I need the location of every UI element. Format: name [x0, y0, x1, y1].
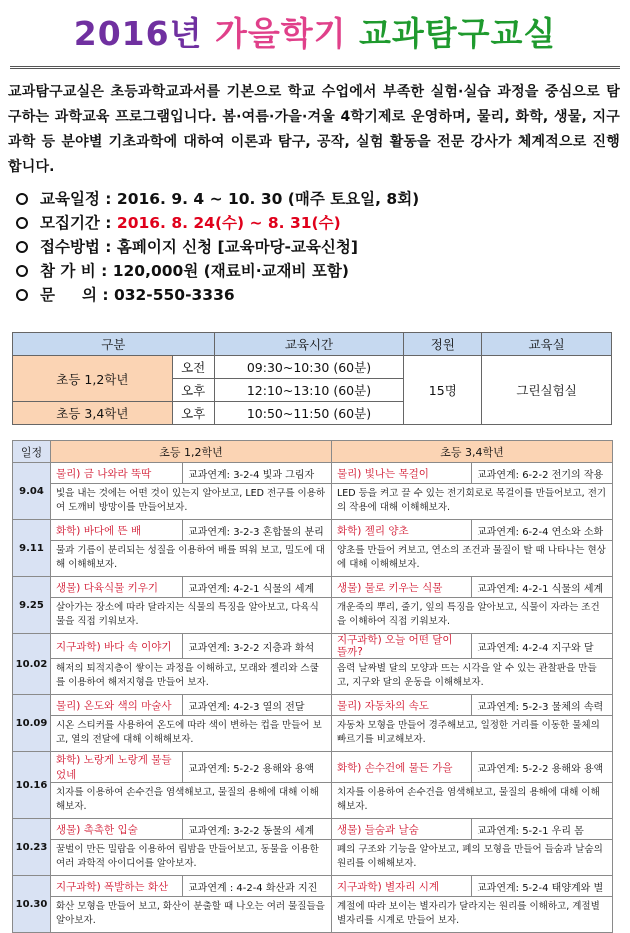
circle-bullet-icon — [16, 241, 28, 253]
date-cell: 9.25 — [13, 577, 51, 634]
link-cell: 교과연계: 6-2-4 연소와 소화 — [472, 520, 613, 541]
grade-cell: 초등 1,2학년 — [13, 356, 173, 402]
link-cell: 교과연계: 3-2-2 지층과 화석 — [183, 634, 332, 659]
desc-cell: 개운죽의 뿌리, 줄기, 잎의 특징을 알아보고, 식물이 자라는 조건을 이해하여 직접 키워보자. — [332, 598, 613, 634]
info-value: 2016. 9. 4 ~ 10. 30 (매주 토요일, 8회) — [116, 190, 420, 208]
topic-cell: 지구과학) 별자리 시계 — [332, 876, 472, 897]
date-cell: 10.23 — [13, 819, 51, 876]
link-cell: 교과연계: 5-2-1 우리 몸 — [472, 819, 613, 840]
schedule-table — [12, 332, 612, 425]
topic-cell: 물리) 자동차의 속도 — [332, 695, 472, 716]
link-cell: 교과연계: 5-2-2 용해와 용액 — [183, 752, 332, 783]
curriculum-header: 초등 1,2학년 — [51, 441, 332, 463]
info-label: 교육일정 — [40, 190, 100, 208]
topic-cell: 화학) 젤리 양초 — [332, 520, 472, 541]
link-cell: 교과연계: 5-2-2 용해와 용액 — [472, 752, 613, 783]
link-cell: 교과연계: 4-2-1 식물의 세계 — [472, 577, 613, 598]
topic-cell: 물리) 온도와 색의 마술사 — [51, 695, 183, 716]
grade-cell: 초등 3,4학년 — [13, 402, 173, 425]
info-fee: 참 가 비 : 120,000원 (재료비·교재비 포함) — [16, 259, 616, 283]
session-cell: 오전 — [172, 356, 214, 379]
info-list — [16, 187, 616, 307]
date-cell: 10.16 — [13, 752, 51, 819]
desc-cell: 양초를 만들어 켜보고, 연소의 조건과 물질이 탈 때 나타나는 현상에 대해 이해해보자. — [332, 541, 613, 577]
desc-cell: 치자를 이용하여 손수건을 염색해보고, 물질의 용해에 대해 이해해보자. — [332, 783, 613, 819]
desc-cell: 계절에 따라 보이는 별자리가 달라지는 원리를 이해하고, 계절별 별자리를 시계로 만들어 보자. — [332, 897, 613, 933]
page-title — [0, 8, 630, 55]
topic-cell: 화학) 손수건에 물든 가을 — [332, 752, 472, 783]
info-recruit: 모집기간 : 2016. 8. 24(수) ~ 8. 31(수) — [16, 211, 616, 235]
topic-cell: 화학) 바다에 뜬 배 — [51, 520, 183, 541]
title-year: 2016년 — [73, 14, 203, 53]
circle-bullet-icon — [16, 265, 28, 277]
info-label: 모집기간 — [40, 214, 100, 232]
link-cell: 교과연계: 6-2-2 전기의 작용 — [472, 463, 613, 484]
desc-cell: 꿀벌이 만든 밀랍을 이용하여 립밤을 만들어보고, 동물을 이용한 여러 과학적 아이디어를 알아보자. — [51, 840, 332, 876]
schedule-header: 교육시간 — [214, 333, 404, 356]
date-cell: 10.09 — [13, 695, 51, 752]
date-cell: 9.04 — [13, 463, 51, 520]
curriculum-header: 초등 3,4학년 — [332, 441, 613, 463]
time-cell: 10:50~11:50 (60분) — [214, 402, 404, 425]
desc-cell: 해저의 퇴적지층이 쌓이는 과정을 이해하고, 모래와 젤리와 스쿨를 이용하여 해저지형을 만들어 보자. — [51, 659, 332, 695]
desc-cell: 빛을 내는 것에는 어떤 것이 있는지 알아보고, LED 전구를 이용하여 도깨비 방망이를 만들어보자. — [51, 484, 332, 520]
link-cell: 교과연계: 4-2-4 지구와 달 — [472, 634, 613, 659]
room-cell: 그린실험실 — [482, 356, 612, 425]
link-cell: 교과연계: 3-2-2 동물의 세계 — [183, 819, 332, 840]
desc-cell: 음력 날짜별 달의 모양과 뜨는 시각을 알 수 있는 관찰판을 만들고, 지구와 달의 운동을 이해해보자. — [332, 659, 613, 695]
topic-cell: 지구과학) 폭발하는 화산 — [51, 876, 183, 897]
desc-cell: 시온 스티커를 사용하여 온도에 따라 색이 변하는 컵을 만들어 보고, 열의 전달에 대해 이해해보자. — [51, 716, 332, 752]
info-label: 문 의 — [40, 286, 97, 304]
topic-cell: 물리) 빛나는 목걸이 — [332, 463, 472, 484]
info-value: 032-550-3336 — [113, 286, 235, 304]
desc-cell: 자동차 모형을 만들어 경주해보고, 일정한 거리를 이동한 물체의 빠르기를 비교해보자. — [332, 716, 613, 752]
desc-cell: 물과 기름이 분리되는 성질을 이용하여 배를 띄워 보고, 밀도에 대해 이해해보자. — [51, 541, 332, 577]
info-label: 접수방법 — [40, 238, 100, 256]
circle-bullet-icon — [16, 193, 28, 205]
date-cell: 10.30 — [13, 876, 51, 933]
topic-cell: 생물) 들숨과 날숨 — [332, 819, 472, 840]
link-cell: 교과연계: 3-2-4 빛과 그림자 — [183, 463, 332, 484]
link-cell: 교과연계: 3-2-3 혼합물의 분리 — [183, 520, 332, 541]
info-value: 120,000원 (재료비·교재비 포함) — [112, 262, 349, 280]
info-value: 홈페이지 신청 [교육마당-교육신청] — [116, 238, 358, 256]
circle-bullet-icon — [16, 217, 28, 229]
curriculum-header: 일정 — [13, 441, 51, 463]
title-divider — [10, 66, 620, 69]
curriculum-table — [12, 440, 613, 933]
schedule-header: 정원 — [404, 333, 482, 356]
session-cell: 오후 — [172, 402, 214, 425]
desc-cell: 폐의 구조와 기능을 알아보고, 폐의 모형을 만들어 들숨과 날숨의 원리를 이해해보자. — [332, 840, 613, 876]
circle-bullet-icon — [16, 289, 28, 301]
info-schedule: 교육일정 : 2016. 9. 4 ~ 10. 30 (매주 토요일, 8회) — [16, 187, 616, 211]
info-apply: 접수방법 : 홈페이지 신청 [교육마당-교육신청] — [16, 235, 616, 259]
topic-cell: 생물) 다육식물 키우기 — [51, 577, 183, 598]
title-program: 교과탐구교실 — [358, 14, 557, 53]
topic-cell: 화학) 노랑게 노랑게 물들었네 — [51, 752, 183, 783]
time-cell: 09:30~10:30 (60분) — [214, 356, 404, 379]
topic-cell: 생물) 물로 키우는 식물 — [332, 577, 472, 598]
info-contact: 문 의 : 032-550-3336 — [16, 283, 616, 307]
link-cell: 교과연계 : 4-2-4 화산과 지진 — [183, 876, 332, 897]
topic-cell: 지구과학) 오늘 어떤 달이 뜰까? — [332, 634, 472, 659]
topic-cell: 생물) 촉촉한 입술 — [51, 819, 183, 840]
desc-cell: 살아가는 장소에 따라 달라지는 식물의 특징을 알아보고, 다육식물을 직접 키워보자. — [51, 598, 332, 634]
schedule-header: 교육실 — [482, 333, 612, 356]
time-cell: 12:10~13:10 (60분) — [214, 379, 404, 402]
intro-paragraph: 교과탐구교실은 초등과학교과서를 기본으로 학교 수업에서 부족한 실험·실습 과정을 중심으로 탐구하는 과학교육 프로그램입니다. 봄·여름·가을·겨울 4학기제로 운영하며, 물리, 화학, 생물, 지구과학 등 분야별 기초과학에 대하여 이론과 탐구, 공작, 실험 활동을 전문 강사가 체계적으로 진행합니다. — [8, 84, 620, 175]
desc-cell: 치자를 이용하여 손수건을 염색해보고, 물질의 용해에 대해 이해해보자. — [51, 783, 332, 819]
topic-cell: 물리) 금 나와라 뚝딱 — [51, 463, 183, 484]
link-cell: 교과연계: 4-2-1 식물의 세계 — [183, 577, 332, 598]
info-label: 참 가 비 — [40, 262, 96, 280]
desc-cell: LED 등을 켜고 끌 수 있는 전기회로로 목걸이를 만들어보고, 전기의 작용에 대해 이해해보자. — [332, 484, 613, 520]
link-cell: 교과연계: 5-2-3 물체의 속력 — [472, 695, 613, 716]
date-cell: 9.11 — [13, 520, 51, 577]
title-season: 가을학기 — [214, 14, 347, 53]
schedule-header: 구분 — [13, 333, 215, 356]
link-cell: 교과연계: 4-2-3 열의 전달 — [183, 695, 332, 716]
desc-cell: 화산 모형을 만들어 보고, 화산이 분출할 때 나오는 여러 물질들을 알아보자. — [51, 897, 332, 933]
capacity-cell: 15명 — [404, 356, 482, 425]
session-cell: 오후 — [172, 379, 214, 402]
date-cell: 10.02 — [13, 634, 51, 695]
topic-cell: 지구과학) 바다 속 이야기 — [51, 634, 183, 659]
info-value: 2016. 8. 24(수) ~ 8. 31(수) — [116, 214, 341, 232]
link-cell: 교과연계: 5-2-4 태양계와 별 — [472, 876, 613, 897]
